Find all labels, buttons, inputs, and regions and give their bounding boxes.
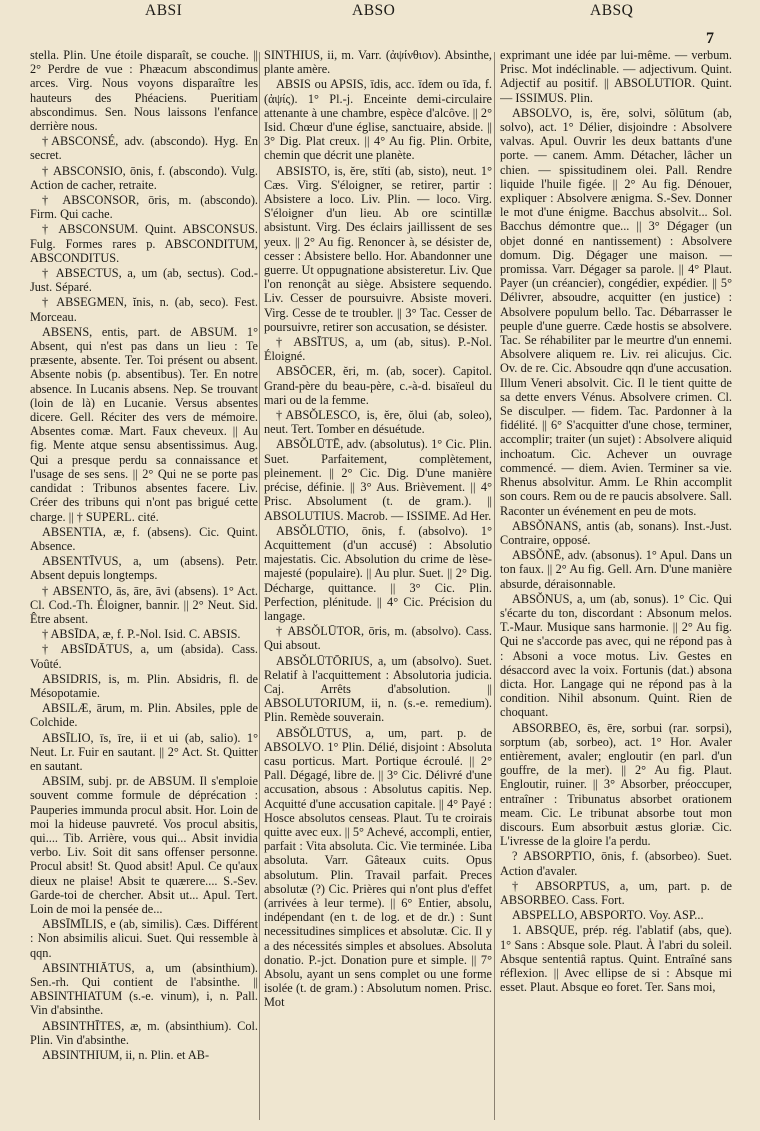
dictionary-entry: ABSINTHIĀTUS, a, um (absinthium). Sen.-rh. Qui contient de l'absinthe. || ABSINTHIATUM (s.-e. vinum), i, n. Pall. Vin d'absinthe. <box>30 960 258 1018</box>
dictionary-entry: † ABSCONSOR, ōris, m. (abscondo). Firm. Qui cache. <box>30 193 258 222</box>
dictionary-entry: ABSILÆ, ārum, m. Plin. Absiles, pple de Colchide. <box>30 701 258 730</box>
dictionary-entry: † ABSORPTUS, a, um, part. p. de ABSORBEO. Cass. Fort. <box>500 878 732 907</box>
dictionary-entry: ABSŎLŪTUS, a, um, part. p. de ABSOLVO. 1° Plin. Délié, disjoint : Absoluta casu porticus. Mart. Portique écroulé. || 2° Pall. Dégagé, libre de. || 3° Cic. Délivré d'une accusation, absous : Absolutus capitis. Nep. Acquitté d'une accusation capitale. || 4° Payé : Hosce absolutos censeas. Plaut. Tu te croirais quitte avec eux. || 5° Achevé, accompli, entier, parfait : Vita absoluta. Cic. Vie terminée. Liba absoluta. Varr. Gâteaux cuits. Opus absolutum. Plin. Travail parfait. Preces absolutæ (?) Cic. Prières qui n'ont plus d'effet (arrivées à leur terme). || 6° Entier, absolu, indépendant (en t. de log. et de dr.) : Sunt necessitudines simplices et absolutæ. Cic. Il y a des nécessités simples et absolues. Absoluta donatio. P.-jct. Donation pure et simple. || 7° Absolu, ayant un sens complet ou une forme isolée (t. de gram.) : Absolutum nomen. Prisc. Mot <box>264 725 492 1010</box>
column-right <box>500 48 732 1123</box>
dictionary-entry: SINTHIUS, ii, m. Varr. (ἀψίνθιον). Absinthe, plante amère. <box>264 48 492 77</box>
dictionary-entry: † ABSEGMEN, ĭnis, n. (ab, seco). Fest. Morceau. <box>30 295 258 324</box>
dictionary-entry: ABSĪMĪLIS, e (ab, similis). Cæs. Différent : Non absimilis alicui. Suet. Qui ressemble à qqn. <box>30 917 258 960</box>
dictionary-entry: ABSISTO, is, ĕre, stĭti (ab, sisto), neut. 1° Cæs. Virg. S'éloigner, se retirer, partir : Absistere a loco. Liv. Plin. — loco. Virg. S'éloigner d'un lieu. Ab ore scintillæ absistunt. Virg. Des éclairs jaillissent de ses yeux. || 2° Au fig. Renoncer à, se désister de, cesser : Absistere bello. Hor. Abandonner une guerre. Ut oppugnatione absisteretur. Liv. Que l'on renonçât au siège. Absistere sequendo. Liv. Cesser de poursuivre. Absiste moveri. Virg. Cesse de te troubler. || 3° Tac. Cesser de poursuivre, retirer son accusation, se désister. <box>264 163 492 334</box>
dictionary-entry: † ABSENTO, ās, āre, āvi (absens). 1° Act. Cl. Cod.-Th. Éloigner, bannir. || 2° Neut. Sid. Être absent. <box>30 583 258 626</box>
running-header <box>0 0 760 47</box>
dictionary-entry: ABSENTĪVUS, a, um (absens). Petr. Absent depuis longtemps. <box>30 554 258 583</box>
dictionary-entry: † ABSCONSIO, ōnis, f. (abscondo). Vulg. Action de cacher, retraite. <box>30 163 258 192</box>
dictionary-entry: ABSPELLO, ABSPORTO. Voy. ASP... <box>512 908 704 923</box>
dictionary-entry: † ABSCONSUM. Quint. ABSCONSUS. Fulg. Formes rares p. ABSCONDITUM, ABSCONDITUS. <box>30 222 258 265</box>
dictionary-entry: † ABSĪDĀTUS, a, um (absida). Cass. Voûté. <box>30 642 258 671</box>
dictionary-entry: † ABSĪTUS, a, um (ab, situs). P.-Nol. Éloigné. <box>264 335 492 364</box>
dictionary-entry: ABSORBEO, ēs, ēre, sorbui (rar. sorpsi), sorptum (ab, sorbeo), act. 1° Hor. Avaler entièrement, avaler; engloutir (en parl. d'un gouffre, de la mer). || 2° Au fig. Plaut. Engloutir, ruiner. || 3° Absorber, préoccuper, entraîner : Tribunatus absorbet orationem meam. Cic. Le tribunat absorbe tout mon discours. Eum absorbuit æstus gloriæ. Cic. L'ivresse de la gloire l'a perdu. <box>500 720 732 849</box>
header-left-word: ABSI <box>145 2 183 19</box>
text-columns <box>30 48 736 1123</box>
dictionary-entry: † ABSECTUS, a, um (ab, sectus). Cod.-Just. Séparé. <box>30 266 258 295</box>
dictionary-entry: exprimant une idée par lui-même. — verbum. Prisc. Mot indéclinable. — adjectivum. Quint. Adjectif au positif. || ABSOLUTIOR. Quint. — ISSIMUS. Plin. <box>500 48 732 105</box>
dictionary-entry: †ABSŎLESCO, is, ĕre, ŏlui (ab, soleo), neut. Tert. Tomber en désuétude. <box>264 408 492 437</box>
dictionary-entry: ? ABSORPTIO, ōnis, f. (absorbeo). Suet. Action d'avaler. <box>500 849 732 878</box>
dictionary-entry: ABSŎLŪTĒ, adv. (absolutus). 1° Cic. Plin. Suet. Parfaitement, complètement, pleinement. || 2° Cic. Dig. D'une manière précise, définie. || 3° Aus. Brièvement. || 4° Prisc. Absolument (t. de gram.). || ABSOLUTIUS. Macrob. — ISSIME. Ad Her. <box>264 437 492 523</box>
header-center-word: ABSO <box>352 2 396 19</box>
dictionary-entry: ABSINTHĪTES, æ, m. (absinthium). Col. Plin. Vin d'absinthe. <box>30 1018 258 1047</box>
dictionary-entry: ABSENS, entis, part. de ABSUM. 1° Absent, qui n'est pas dans un lieu : Te præsente, absente. Ter. Toi présent ou absent. Absente nobis (p. absentibus). Ter. En notre absence. In Lucanis absens. Nep. Se trouvant (loin de là) en Lucanie. Versus absentes dicere. Gell. Réciter des vers de mémoire. Absentes comæ. Mart. Faux cheveux. || Au fig. Mente atque sensu absentissimus. Aug. Qui a presque perdu sa connaissance et l'usage de ses sens. || 2° Qui ne se porte pas candidat : Tribunos absentes facere. Liv. Créer des tribuns qui n'ont pas brigué cette charge. || † SUPERL. cité. <box>30 324 258 524</box>
dictionary-entry: ABSENTIA, æ, f. (absens). Cic. Quint. Absence. <box>30 524 258 553</box>
dictionary-entry: ABSŌCER, ĕri, m. (ab, socer). Capitol. Grand-père du beau-père, c.-à-d. bisaïeul du mari ou de la femme. <box>264 364 492 407</box>
dictionary-entry: ABSŎNĒ, adv. (absonus). 1° Apul. Dans un ton faux. || 2° Au fig. Gell. Arn. D'une manière absurde, déraisonnable. <box>500 548 732 591</box>
column-left <box>30 48 258 1123</box>
dictionary-entry: stella. Plin. Une étoile disparaît, se couche. || 2° Perdre de vue : Phæacum abscondimus arces. Virg. Nous voyons disparaître les hauteurs des Phéaciens. Pueritiam abscondimus. Sen. Nous laissons l'enfance derrière nous. <box>30 48 258 134</box>
dictionary-entry: ABSINTHIUM, ii, n. Plin. et AB- <box>42 1048 210 1063</box>
dictionary-entry: ABSŎNUS, a, um (ab, sonus). 1° Cic. Qui s'écarte du ton, discordant : Absonum melos. T.-Maur. Musique sans harmonie. || 2° Au fig. Qui ne s'accorde pas avec, qui ne répond pas à : Absoni a voce motus. Liv. Gestes en désaccord avec la voix. Fortunis (dat.) absona dicta. Hor. Langage qui ne répond pas à la condition. Nihil absonum. Quint. Rien de choquant. <box>500 591 732 720</box>
dictionary-entry: ABSŎNANS, antis (ab, sonans). Inst.-Just. Contraire, opposé. <box>500 518 732 547</box>
dictionary-entry: †ABSCONSÉ, adv. (abscondo). Hyg. En secret. <box>30 134 258 163</box>
dictionary-entry: 1. ABSQUE, prép. rég. l'ablatif (abs, que). 1° Sans : Absque sole. Plaut. À l'abri du soleil. Absque sententiâ raptus. Quint. Entraîné sans réflexion. || Avec ellipse de si : Absque mi esset. Plaut. Absque eo foret. Ter. Sans moi, <box>500 923 732 995</box>
dictionary-entry: ABSOLVO, is, ĕre, solvi, sŏlūtum (ab, solvo), act. 1° Délier, disjoindre : Absolvere valvas. Apul. Ouvrir les deux battants d'une porte. — canem. Amm. Détacher, lâcher un chien. — spissitudinem olei. Pall. Rendre liquide l'huile figée. || 2° Au fig. Dénouer, expliquer : Absolvere ænigma. S.-Sev. Donner le mot d'une énigme. Bacchus absolvit... Sol. Bacchus démontre que... || 3° Dégager (un objet donné en nantissement) : Absolvere domum. Dig. Dégager une maison. — promissa. Varr. Dégager sa parole. || 4° Plaut. Payer (un créancier), congédier, expédier. || 5° Délivrer, absoudre, acquitter (en justice) : Absolvere populum bello. Tac. Débarrasser le peuple d'une guerre. Cæde hostis se absolvere. Tac. Se réhabiliter par le meurtre d'un ennemi. Absolvere aliquem re. Liv. rei alicujus. Cic. Ov. de re. Cic. Absoudre qqn d'une accusation. Illum Veneri absolvit. Cic. Il le tient quitte de sa dette envers Vénus. Absolvere crimen. Cl. Se disculper. — fidem. Tac. Pardonner à la fidélité. || 6° S'acquitter d'une chose, terminer, accomplir; traiter (un sujet) : Absolvere aliquid inchoatum. Cic. Achever un ouvrage commencé. — diem. Avien. Terminer sa vie. Rhenus absolvitur. Amm. Le Rhin accomplit son cours. Rem ou de re paucis absolvere. Sall. Raconter un événement en peu de mots. <box>500 105 732 518</box>
dictionary-entry: ABSŎLŪTŌRIUS, a, um (absolvo). Suet. Relatif à l'acquittement : Absolutoria judicia. Caj. Arrêts d'absolution. || ABSOLUTORIUM, ii, n. (s.-e. remedium). Plin. Remède souverain. <box>264 653 492 725</box>
column-middle <box>264 48 492 1123</box>
dictionary-entry: ABSIS ou APSIS, īdis, acc. īdem ou īda, f. (ἀψίς). 1° Pl.-j. Enceinte demi-circulaire attenante à une chambre, espèce d'alcôve. || 2° Isid. Chœur d'une église, sanctuaire, abside. || 3° Dig. Plat creux. || 4° Au fig. Plin. Orbite, chemin que décrit une planète. <box>264 77 492 163</box>
dictionary-entry: ABSIDRIS, is, m. Plin. Absidris, fl. de Mésopotamie. <box>30 671 258 700</box>
dictionary-entry: ABSĪLIO, īs, īre, ii et ui (ab, salio). 1° Neut. Lr. Fuir en sautant. || 2° Act. St. Quitter en sautant. <box>30 730 258 773</box>
dictionary-entry: † ABSĪDA, æ, f. P.-Nol. Isid. C. ABSIS. <box>42 627 241 642</box>
dictionary-entry: ABSIM, subj. pr. de ABSUM. Il s'emploie souvent comme formule de déprécation : Pauperies immunda procul absit. Hor. Loin de moi la hideuse pauvreté. Vos procul absitis, qui.... Tib. Arrière, vous qui... Absit invidia verbo. Liv. Soit dit sans offenser personne. Procul absit! St. Quod absit! Apul. Ce qu'aux dieux ne plaise! Absit te quærere.... S.-Sev. Garde-toi de chercher. Absit ut... Apul. Tert. Loin de moi la pensée de... <box>30 774 258 916</box>
header-right-word: ABSQ <box>590 2 634 19</box>
dictionary-entry: ABSŎLŪTIO, ōnis, f. (absolvo). 1° Acquittement (d'un accusé) : Absolutio majestatis. Cic. Absolution du crime de lèse-majesté (populaire). || Au plur. Suet. || 2° Dig. Décharge, quittance. || 3° Cic. Plin. Perfection, plénitude. || 4° Cic. Précision du langage. <box>264 523 492 623</box>
dictionary-entry: † ABSŎLŪTOR, ōris, m. (absolvo). Cass. Qui absout. <box>264 624 492 653</box>
page-number: 7 <box>706 30 714 47</box>
